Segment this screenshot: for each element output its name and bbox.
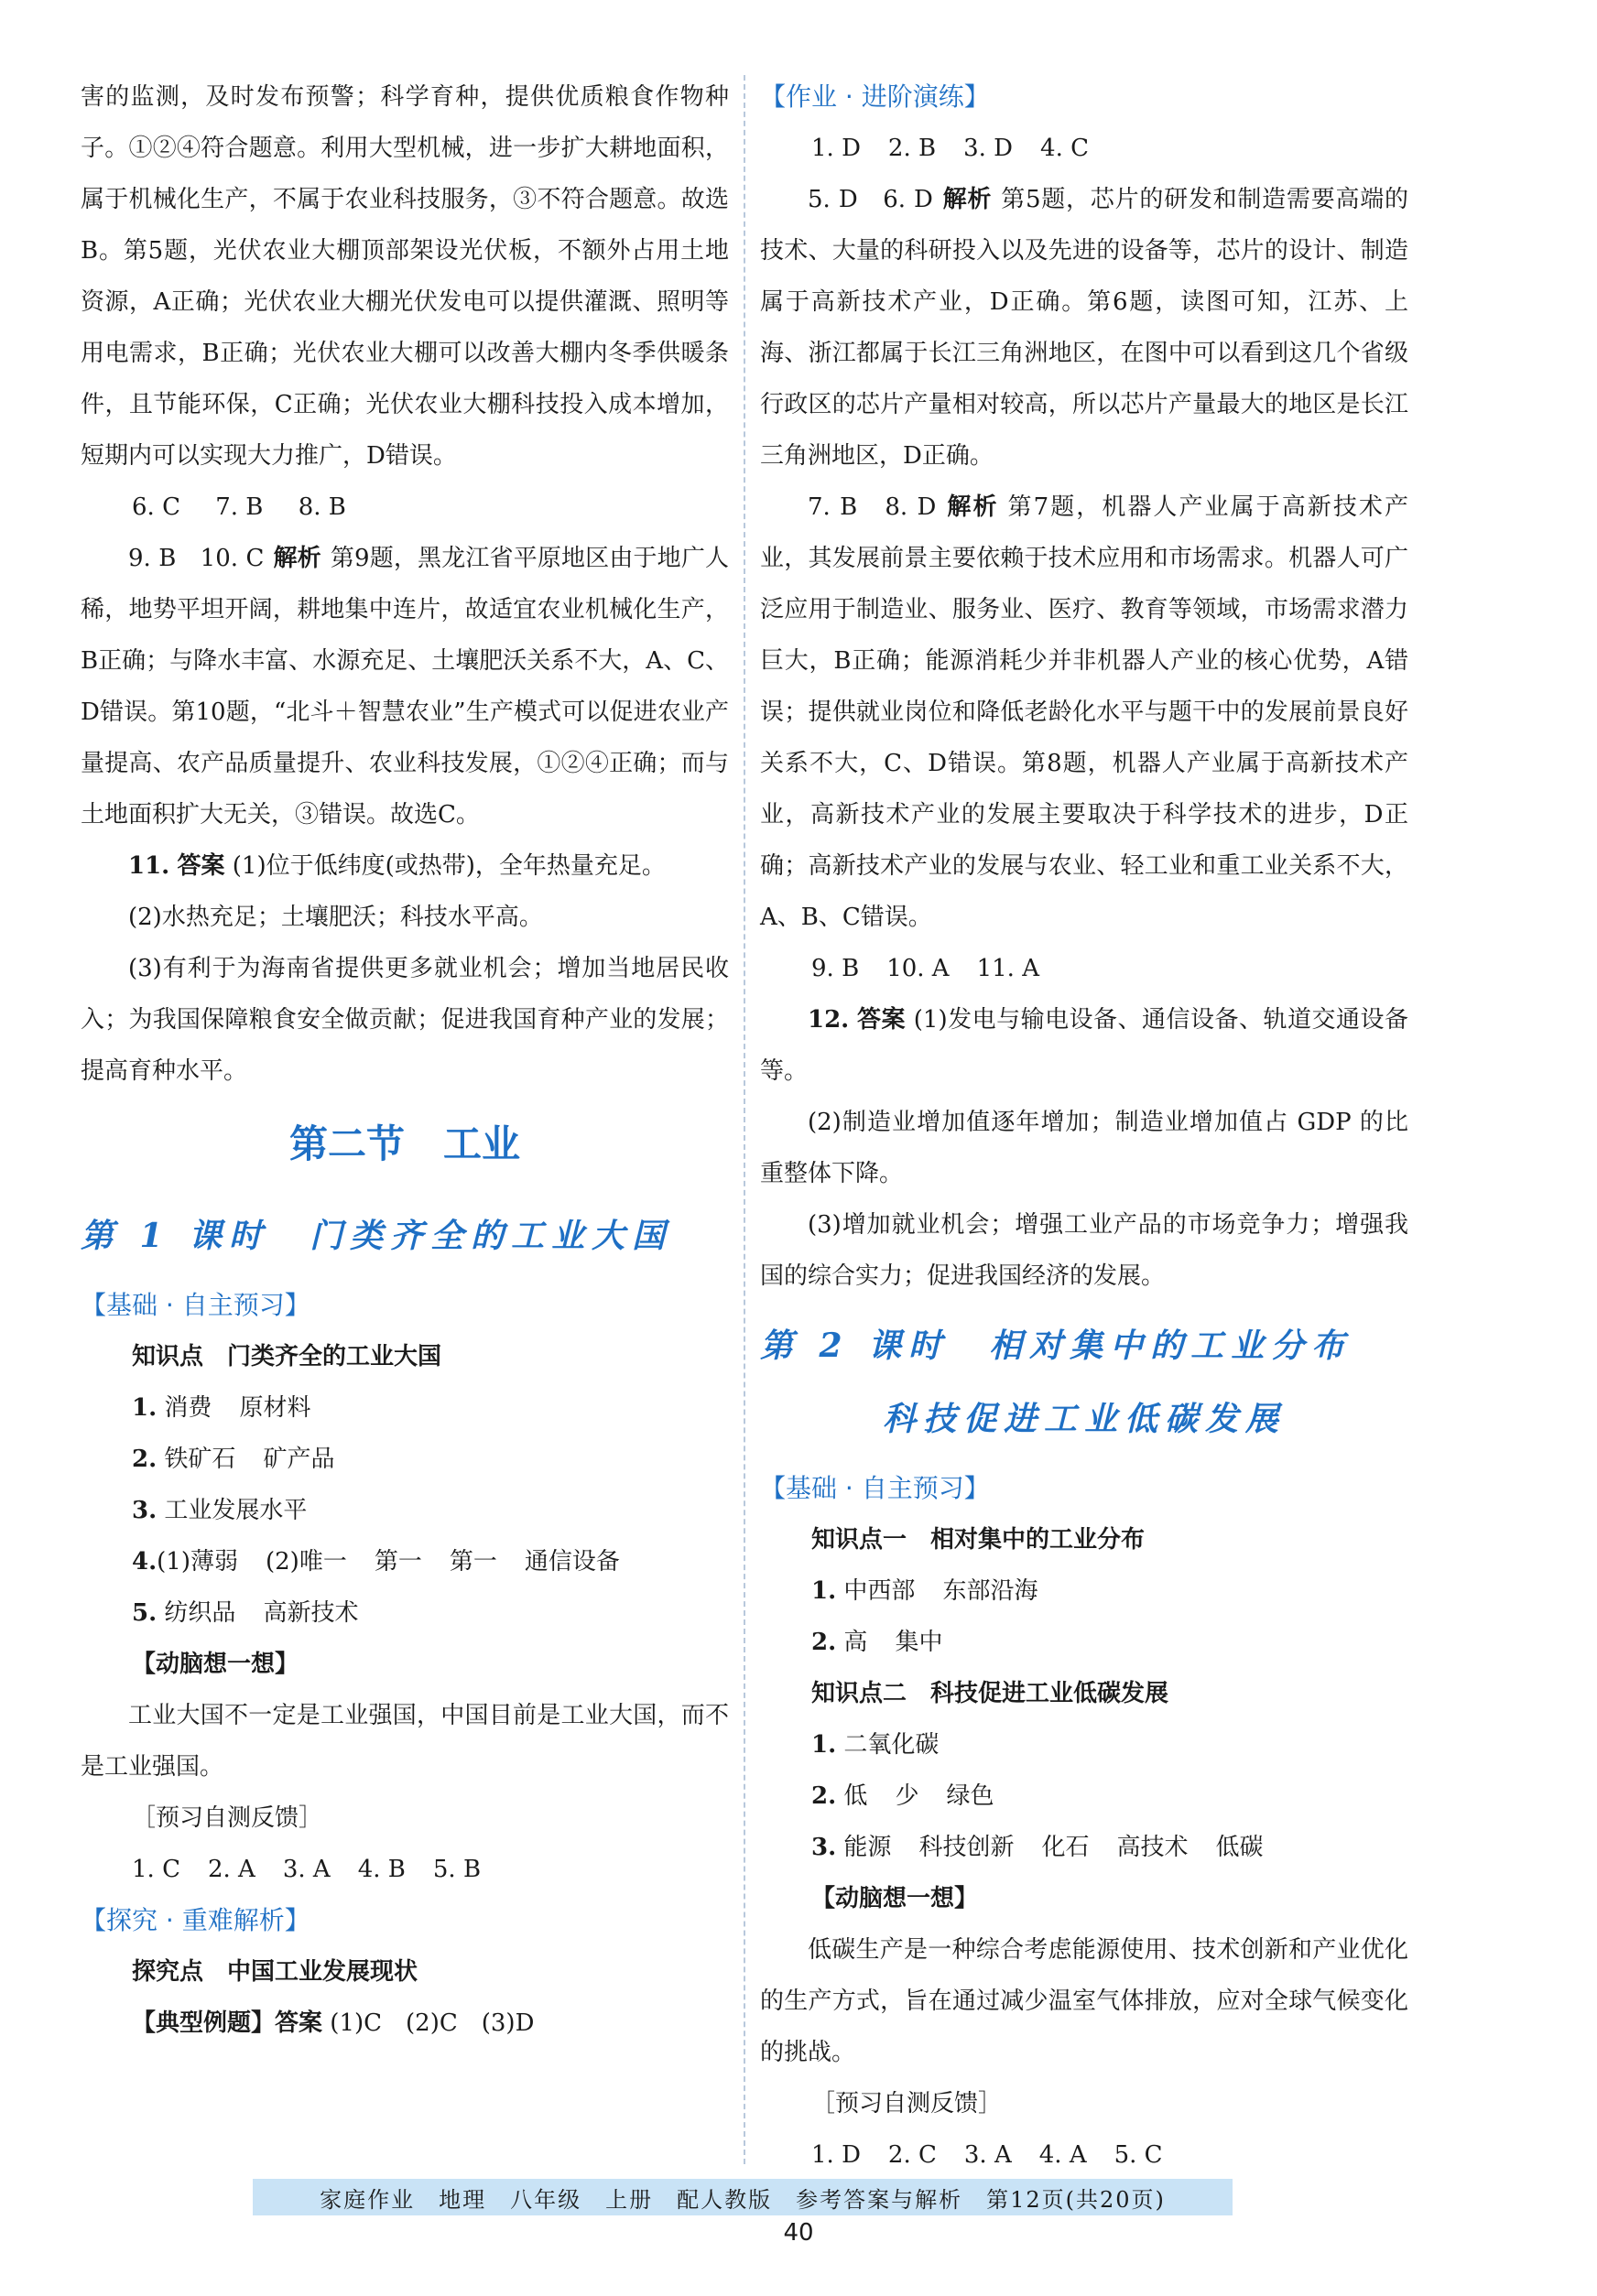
section-homework-title: 【作业 · 进阶演练】: [760, 81, 990, 112]
feedback-answers: 1. C 2. A 3. A 4. B 5. B: [132, 1856, 482, 1883]
feedback-answers: 1. D 2. C 3. A 4. A 5. C: [811, 2141, 1163, 2169]
feedback-title: ［预习自测反馈］: [811, 2090, 1003, 2117]
example-answers: 【典型例题】答案 (1)C (2)C (3)D: [132, 2009, 535, 2037]
q12-answer-3: (3)增加就业机会；增强工业产品的市场竞争力；增强我国的综合实力；促进我国经济的发展。: [760, 1211, 1408, 1290]
answer-row-1-4: 1. D 2. B 3. D 4. C: [811, 135, 1089, 162]
lesson-2-title-line1: 第 2 课时 相对集中的工业分布: [760, 1327, 1353, 1365]
section-preview-title: 【基础 · 自主预习】: [760, 1473, 990, 1503]
explore-point-title: 探究点 中国工业发展现状: [132, 1958, 418, 1986]
think-text: 工业大国不一定是工业强国，中国目前是工业大国，而不是工业强国。: [81, 1702, 729, 1781]
think-text: 低碳生产是一种综合考虑能源使用、技术创新和产业优化的生产方式，旨在通过减少温室气体排放，应对全球气候变化的挑战。: [760, 1936, 1408, 2066]
feedback-title: ［预习自测反馈］: [132, 1804, 323, 1832]
answer-row-9-11: 9. B 10. A 11. A: [811, 955, 1039, 982]
kp2-item-3: 3. 能源 科技创新 化石 高技术 低碳: [811, 1834, 1264, 1861]
lesson-1-title: 第 1 课时 门类齐全的工业大国: [81, 1217, 673, 1255]
lesson-2-title-line2: 科技促进工业低碳发展: [882, 1400, 1286, 1438]
section-preview-title: 【基础 · 自主预习】: [81, 1290, 310, 1320]
explanation-7-8: 7. B 8. D 解析 第7题，机器人产业属于高新技术产业，其发展前景主要依赖于技术应用和市场需求。机器人可广泛应用于制造业、服务业、医疗、教育等领域，市场需求潜力巨大，B正确；能源消耗少并非机器人产业的核心优势，A错误；提供就业岗位和降低老龄化水平与题干中的发展前景良好关系不大，C、D错误。第8题，机器人产业属于高新技术产业，高新技术产业的发展主要取决于科学技术的进步，D正确；高新技术产业的发展与农业、轻工业和重工业关系不大，A、B、C错误。: [760, 493, 1408, 931]
explanation-5-6: 5. D 6. D 解析 第5题，芯片的研发和制造需要高端的技术、大量的科研投入以及先进的设备等，芯片的设计、制造属于高新技术产业，D正确。第6题，读图可知，江苏、上海、浙江都属于长江三角洲地区，在图中可以看到这几个省级行政区的芯片产量相对较高，所以芯片产量最大的地区是长江三角洲地区，D正确。: [760, 186, 1408, 470]
kp-item-3: 3. 工业发展水平: [132, 1497, 308, 1524]
answer-label: 答案: [177, 852, 225, 880]
jiexi-label: 解析: [273, 545, 321, 572]
q12-answer-1: 12. 答案 (1)发电与输电设备、通信设备、轨道交通设备等。: [760, 1006, 1408, 1085]
q11-answer-1: 11. 答案 (1)位于低纬度(或热带)，全年热量充足。: [128, 852, 666, 880]
column-divider: [744, 75, 745, 2164]
knowledge-point-title: 知识点 门类齐全的工业大国: [132, 1343, 442, 1370]
right-column: [760, 71, 1408, 2181]
q11-number: 11.: [128, 852, 170, 880]
explanation-text: 第9题，黑龙江省平原地区由于地广人稀，地势平坦开阔，耕地集中连片，故适宜农业机械化生产，B正确；与降水丰富、水源充足、土壤肥沃关系不大，A、C、D错误。第10题，“北斗＋智慧农业”生产模式可以促进农业产量提高、农产品质量提升、农业科技发展，①②④正确；而与土地面积扩大无关，③错误。故选C。: [81, 545, 729, 829]
explanation-9-10: [81, 533, 729, 840]
kp-item-1: 1. 消费 原材料: [132, 1394, 311, 1422]
section-explore-title: 【探究 · 重难解析】: [81, 1905, 310, 1935]
kp2-item-2: 2. 低 少 绿色: [811, 1782, 994, 1810]
kp2-item-1: 1. 二氧化碳: [811, 1731, 940, 1759]
kp1-item-2: 2. 高 集中: [811, 1629, 943, 1656]
answer-label: 答案: [857, 1006, 906, 1034]
left-column: [81, 71, 729, 2049]
kp-item-2: 2. 铁矿石 矿产品: [132, 1446, 335, 1473]
think-title: 【动脑想一想】: [811, 1885, 979, 1912]
footer-band: 家庭作业 地理 八年级 上册 配人教版 参考答案与解析 第12页(共20页): [253, 2179, 1233, 2215]
answer-paragraph: 害的监测，及时发布预警；科学育种，提供优质粮食作物种子。①②④符合题意。利用大型机械，进一步扩大耕地面积，属于机械化生产，不属于农业科技服务，③不符合题意。故选B。第5题，光伏农业大棚顶部架设光伏板，不额外占用土地资源，A正确；光伏农业大棚光伏发电可以提供灌溉、照明等用电需求，B正确；光伏农业大棚可以改善大棚内冬季供暖条件，且节能环保，C正确；光伏农业大棚科技投入成本增加，短期内可以实现大力推广，D错误。: [81, 83, 729, 470]
answer-row-6-8: [81, 482, 729, 533]
page-number: 40: [783, 2219, 814, 2247]
knowledge-point-1-title: 知识点一 相对集中的工业分布: [811, 1526, 1146, 1554]
kp1-item-1: 1. 中西部 东部沿海: [811, 1577, 1038, 1605]
q11-answer-2: (2)水热充足；土壤肥沃；科技水平高。: [128, 904, 543, 931]
answer-6: 6. C: [132, 493, 180, 521]
jiexi-label: 解析: [945, 493, 999, 521]
answer-7: 7. B: [215, 493, 264, 521]
kp-item-5: 5. 纺织品 高新技术: [132, 1599, 359, 1627]
knowledge-point-2-title: 知识点二 科技促进工业低碳发展: [811, 1680, 1169, 1707]
q12-answer-2: (2)制造业增加值逐年增加；制造业增加值占 GDP 的比重整体下降。: [760, 1109, 1408, 1187]
q11-answer-3: (3)有利于为海南省提供更多就业机会；增加当地居民收入；为我国保障粮食安全做贡献；促进我国育种产业的发展；提高育种水平。: [81, 955, 729, 1085]
kp-item-4: 4.(1)薄弱 (2)唯一 第一 第一 通信设备: [132, 1548, 620, 1576]
jiexi-label: 解析: [941, 186, 993, 213]
answer-8: 8. B: [298, 493, 346, 521]
answer-9-10: 9. B 10. C: [128, 545, 265, 572]
think-title: 【动脑想一想】: [132, 1651, 299, 1678]
chapter-title: 第二节 工业: [288, 1121, 520, 1166]
